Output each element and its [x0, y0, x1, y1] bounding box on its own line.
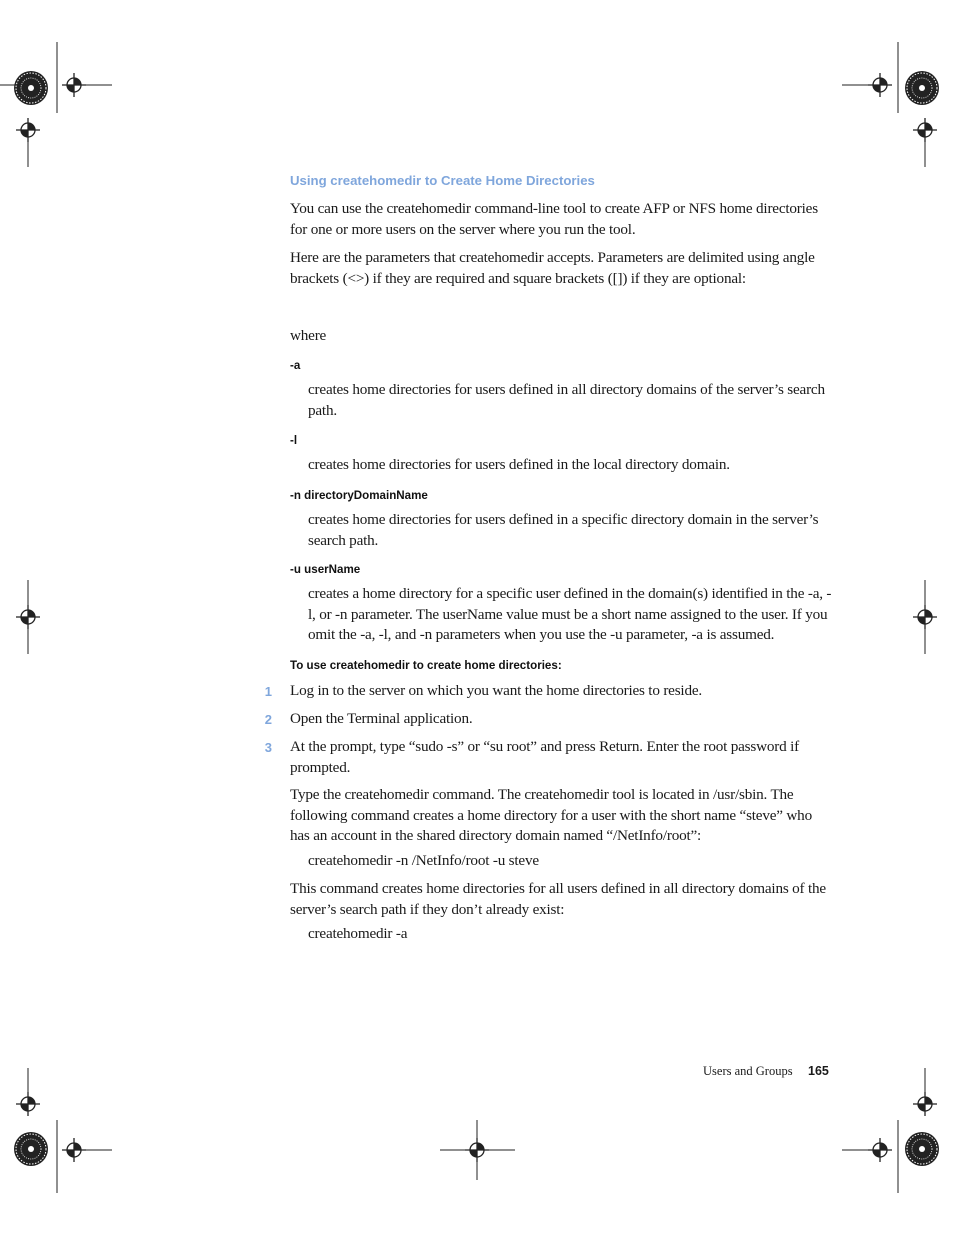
- procedure-heading: To use createhomedir to create home directories:: [290, 659, 562, 672]
- params-paragraph: Here are the parameters that createhomedir accepts. Parameters are delimited using angle brackets (<>) if they are required and square brackets ([]) if they are optional:: [290, 249, 815, 287]
- step-number: 3: [264, 740, 272, 755]
- footer-chapter: Users and Groups: [703, 1064, 793, 1078]
- step-number: 1: [264, 684, 272, 699]
- param-definition-n: creates home directories for users defined in a specific directory domain in the server’s search path.: [308, 511, 819, 549]
- example-command: createhomedir -n /NetInfo/root -u steve: [308, 852, 539, 869]
- all-paragraph: This command creates home directories for all users defined in all directory domains of the server’s search path if they don’t already exist:: [290, 880, 826, 918]
- step-text: At the prompt, type “sudo -s” or “su root” and press Return. Enter the root password if prompted.: [290, 738, 799, 776]
- param-definition-a: creates home directories for users defined in all directory domains of the server’s search path.: [308, 381, 825, 419]
- param-definition-u: creates a home directory for a specific user defined in the domain(s) identified in the -a, -l, or -n parameter. The userName value must be a short name assigned to the user. If you omit the -a, -l, and -n parameters when you use the -u parameter, -a is assumed.: [308, 585, 832, 643]
- step-text: Open the Terminal application.: [290, 710, 473, 727]
- param-term-n: -n directoryDomainName: [290, 489, 428, 502]
- param-term-a: -a: [290, 359, 301, 372]
- param-term-u: -u userName: [290, 563, 361, 576]
- where-label: where: [290, 327, 327, 344]
- section-title: Using createhomedir to Create Home Directories: [290, 173, 595, 188]
- param-definition-l: creates home directories for users defined in the local directory domain.: [308, 456, 730, 473]
- example-command: createhomedir -a: [308, 925, 408, 942]
- step-text: Log in to the server on which you want the home directories to reside.: [290, 682, 702, 699]
- page-number: 165: [808, 1064, 829, 1078]
- intro-paragraph: You can use the createhomedir command-line tool to create AFP or NFS home directories for one or more users on the server where you run the tool.: [290, 200, 818, 238]
- type-paragraph: Type the createhomedir command. The createhomedir tool is located in /usr/sbin. The following command creates a home directory for a user with the short name “steve” who has an account in the shared directory domain named “/NetInfo/root”:: [290, 786, 812, 844]
- step-number: 2: [264, 712, 272, 727]
- param-term-l: -l: [290, 434, 298, 447]
